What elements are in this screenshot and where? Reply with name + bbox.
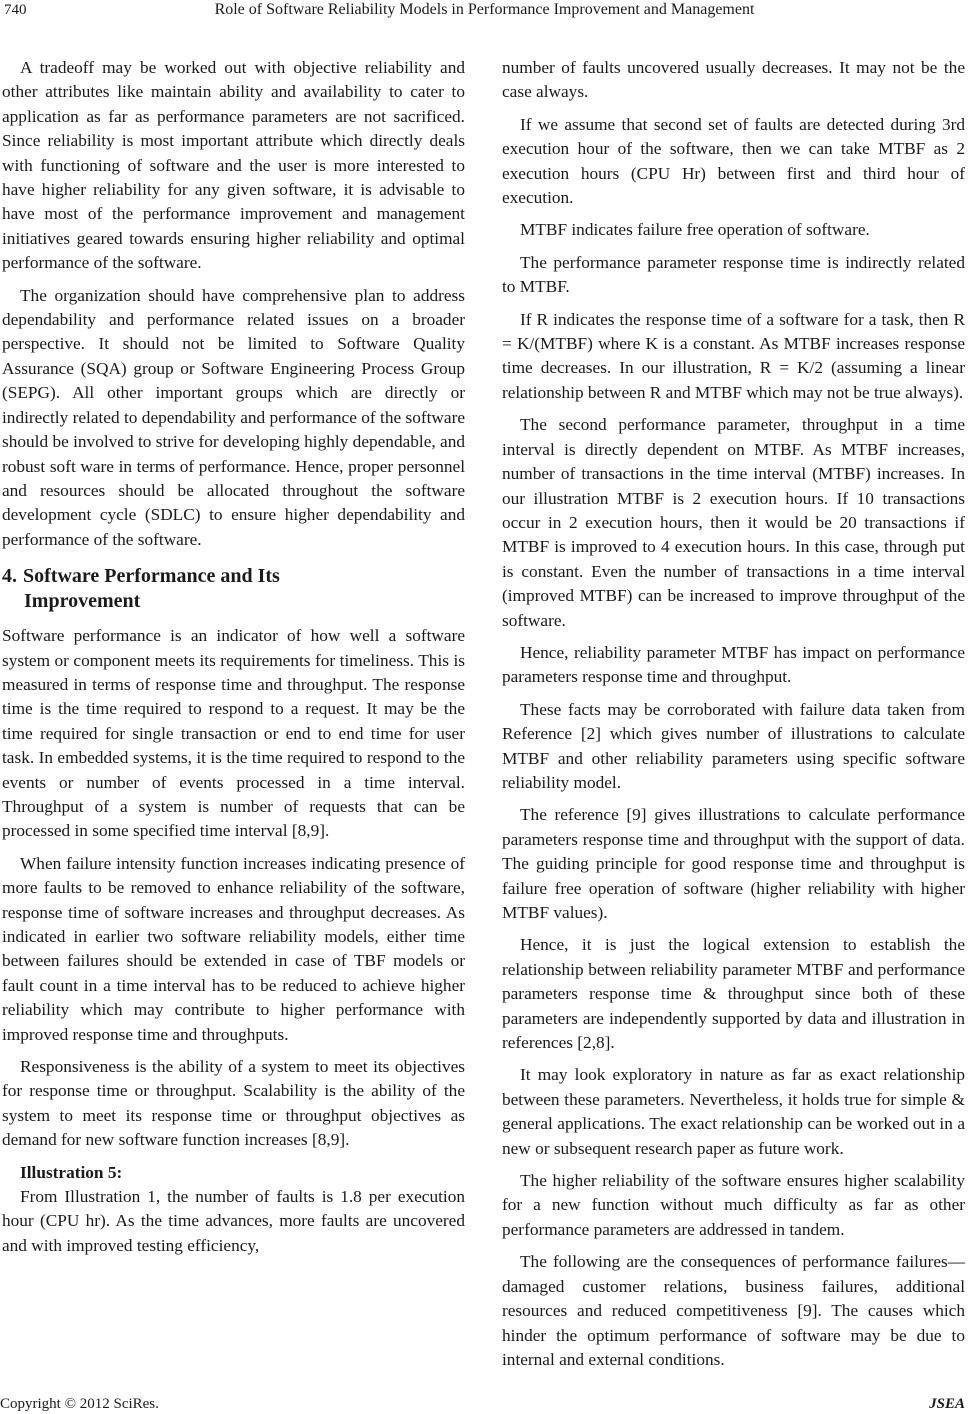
paragraph: Hence, reliability parameter MTBF has impact on performance parameters response time and throughput. <box>502 642 965 687</box>
paragraph: The organization should have comprehensive plan to address dependability and performance related issues on a broader perspective. It should not be limited to Software Quality Assurance (SQA) group or Software Engineering Process Group (SEPG). All other important groups which are directly or indirectly related to dependability and performance of the software should be involved to strive for developing highly dependable, and robust soft ware in terms of performance. Hence, proper personnel and resources should be allocated throughout the software development cycle (SDLC) to ensure higher dependability and performance of the software. <box>2 285 465 549</box>
paragraph: It may look exploratory in nature as far as exact relationship between these parameters. Nevertheless, it holds true for simple & general applications. The exact relationship can be worked out in a new or subsequent research paper as future work. <box>502 1065 965 1158</box>
paragraph: If we assume that second set of faults are detected during 3rd execution hour of the software, then we can take MTBF as 2 execution hours (CPU Hr) between first and third hour of execution. <box>502 114 965 208</box>
paragraph: When failure intensity function increases indicating presence of more faults to be removed to enhance reliability of the software, response time of software increases and throughput decreases. As indicated in earlier two software reliability models, either time between failures should be extended in case of TBF models or fault count in a time interval has to be reduced to achieve higher reliability which may contribute to higher performance with improved response time and throughputs. <box>2 853 465 1044</box>
paragraph: Software performance is an indicator of how well a software system or component meets its requirements for timeliness. This is measured in terms of response time and throughput. The response time is the time required to respond to a request. It may be the time required for single transaction or end to end time for user task. In embedded systems, it is the time required to respond to the events or number of events processed in a time interval. Throughput of a system is number of requests that can be processed in some specified time interval [8,9]. <box>2 626 465 841</box>
page-header <box>0 0 969 28</box>
page-number: 740 <box>4 2 27 18</box>
copyright-notice: Copyright © 2012 SciRes. <box>0 1396 159 1412</box>
section-heading <box>2 564 465 614</box>
section-title-line2: Improvement <box>24 590 141 613</box>
illustration-heading: Illustration 5: <box>20 1162 123 1182</box>
paragraph: A tradeoff may be worked out with objective reliability and other attributes like maintain ability and availability to cater to application as far as performance parameters are not sacrificed. Since reliability is most important attribute which directly deals with functioning of software and the user is more interested to have higher reliability for any given software, it is advisable to have most of the performance improvement and management initiatives geared towards ensuring higher reliability and optimal performance of the software. <box>2 58 465 273</box>
section-title-line1: Software Performance and Its <box>23 565 280 588</box>
journal-abbreviation: JSEA <box>929 1396 965 1412</box>
paragraph: MTBF indicates failure free operation of software. <box>520 220 870 240</box>
right-column <box>502 56 965 1380</box>
paragraph: The following are the consequences of performance failures—damaged customer relations, business failures, additional resources and reduced competitiveness [9]. The causes which hinder the optimum performance of software may be due to internal and external conditions. <box>502 1252 965 1369</box>
paragraph: From Illustration 1, the number of faults is 1.8 per execution hour (CPU hr). As the time advances, more faults are uncovered and with improved testing efficiency, <box>2 1187 465 1255</box>
paragraph: If R indicates the response time of a software for a task, then R = K/(MTBF) where K is a constant. As MTBF increases response time decreases. In our illustration, R = K/2 (assuming a linear relationship between R and MTBF which may not be true always). <box>502 309 965 402</box>
section-number: 4. <box>2 565 17 588</box>
page-footer <box>0 1394 969 1414</box>
paragraph: Hence, it is just the logical extension to establish the relationship between reliability parameter MTBF and performance parameters response time & throughput since both of these parameters are independently supported by data and illustration in references [2,8]. <box>502 935 965 1053</box>
paragraph: The reference [9] gives illustrations to calculate performance parameters response time and throughput with the support of data. The guiding principle for good response time and throughput is failure free operation of software (higher reliability with higher MTBF values). <box>502 805 965 922</box>
paragraph: The second performance parameter, throughput in a time interval is directly dependent on MTBF. As MTBF increases, number of transactions in the time interval (MTBF) increases. In our illustration MTBF is 2 execution hours. If 10 transactions occur in 2 execution hours, then it would be 20 transactions if MTBF is improved to 4 execution hours. In this case, through put is constant. Even the number of transactions in a time interval (improved MTBF) can be increased to improve throughput of the software. <box>502 415 965 630</box>
paragraph: These facts may be corroborated with failure data taken from Reference [2] which gives number of illustrations to calculate MTBF and other reliability parameters using specific software reliability model. <box>502 699 965 792</box>
paragraph: number of faults uncovered usually decreases. It may not be the case always. <box>502 58 965 102</box>
paragraph: The higher reliability of the software ensures higher scalability for a new function without much difficulty as far as other performance parameters are addressed in tandem. <box>502 1171 965 1239</box>
left-column <box>2 56 465 1266</box>
running-title: Role of Software Reliability Models in Performance Improvement and Management <box>214 1 755 18</box>
paragraph: The performance parameter response time is indirectly related to MTBF. <box>502 252 965 297</box>
paragraph: Responsiveness is the ability of a system to meet its objectives for response time or throughput. Scalability is the ability of the system to meet its response time or throughput objectives as demand for new software function increases [8,9]. <box>2 1057 465 1150</box>
